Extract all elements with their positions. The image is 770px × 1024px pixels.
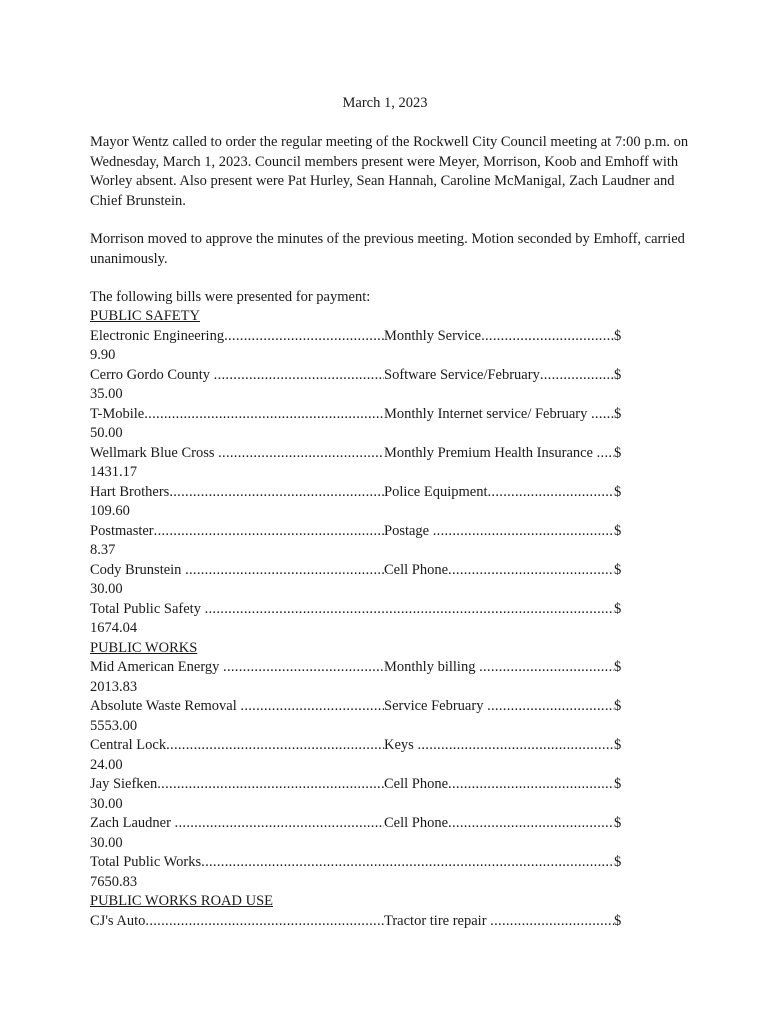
- bill-vendor: Zach Laudner .....: [90, 814, 384, 834]
- bill-row: [90, 697, 630, 717]
- bill-amount: 50.00: [90, 425, 123, 441]
- bill-vendor: Jay Siefken .....: [90, 775, 384, 795]
- bill-description: Cell Phone .....: [384, 814, 614, 834]
- currency-symbol: $: [614, 776, 622, 792]
- currency-symbol: $: [614, 522, 622, 539]
- bill-row: [90, 483, 630, 503]
- bill-amount: 5553.00: [90, 717, 138, 734]
- bill-vendor: CJ's Auto .....: [90, 912, 384, 932]
- currency-symbol: $: [614, 561, 622, 578]
- bill-description: Monthly billing .....: [384, 658, 614, 678]
- currency-symbol: $: [614, 912, 622, 929]
- bill-description: Monthly Premium Health Insurance .....: [384, 444, 614, 464]
- total-amount: 7650.83: [90, 873, 138, 890]
- total-row-public-safety: [90, 600, 630, 620]
- bill-amount: 1431.17: [90, 464, 138, 480]
- bill-amount: 9.90: [90, 347, 116, 363]
- section-heading-public-works-road-use: PUBLIC WORKS ROAD USE: [90, 893, 274, 909]
- total-row-public-works: [90, 853, 630, 873]
- bill-description: Cell Phone .....: [384, 775, 614, 795]
- bill-vendor: Absolute Waste Removal .....: [90, 697, 384, 717]
- bill-vendor: Hart Brothers .....: [90, 483, 384, 503]
- total-label: Total Public Works .....: [90, 853, 614, 873]
- bill-amount: 24.00: [90, 756, 123, 773]
- bill-vendor: Central Lock .....: [90, 736, 384, 756]
- total-label: Total Public Safety .....: [90, 600, 614, 620]
- bill-row: [90, 658, 630, 678]
- bill-description: Police Equipment .....: [384, 483, 614, 503]
- bill-vendor: Postmaster .....: [90, 522, 384, 542]
- bills-intro: The following bills were presented for payment:: [90, 289, 371, 305]
- bill-amount: 35.00: [90, 386, 123, 402]
- bill-row: [90, 522, 630, 542]
- bill-row: [90, 775, 630, 795]
- bill-row: [90, 912, 630, 932]
- currency-symbol: $: [614, 854, 622, 870]
- section-heading-public-safety: PUBLIC SAFETY: [90, 308, 200, 324]
- section-heading-public-works: PUBLIC WORKS: [90, 639, 198, 656]
- currency-symbol: $: [614, 405, 622, 422]
- bill-description: Keys .....: [384, 736, 614, 756]
- bill-row: [90, 814, 630, 834]
- bill-description: Postage .....: [384, 522, 614, 542]
- total-amount: 1674.04: [90, 620, 138, 636]
- bill-vendor: Cerro Gordo County .....: [90, 366, 384, 386]
- bill-vendor: Electronic Engineering .....: [90, 327, 384, 347]
- currency-symbol: $: [614, 483, 622, 500]
- bill-amount: 2013.83: [90, 678, 138, 695]
- bill-row: [90, 366, 630, 386]
- bill-amount: 30.00: [90, 834, 123, 851]
- currency-symbol: $: [614, 366, 622, 383]
- bill-vendor: T-Mobile .....: [90, 405, 384, 425]
- bill-row: [90, 327, 630, 347]
- bill-description: Software Service/February .....: [384, 366, 614, 386]
- bill-vendor: Mid American Energy .....: [90, 658, 384, 678]
- bill-amount: 30.00: [90, 795, 123, 812]
- bill-description: Service February .....: [384, 697, 614, 717]
- currency-symbol: $: [614, 737, 622, 753]
- bill-amount: 30.00: [90, 581, 123, 597]
- currency-symbol: $: [614, 327, 622, 344]
- bill-row: [90, 405, 630, 425]
- minutes-motion-paragraph: Morrison moved to approve the minutes of the previous meeting. Motion seconded by Emhoff, carried unanimously.: [90, 231, 685, 267]
- bill-description: Monthly Internet service/ February .....: [384, 405, 614, 425]
- currency-symbol: $: [614, 659, 622, 675]
- currency-symbol: $: [614, 698, 622, 714]
- meeting-date: March 1, 2023: [342, 95, 428, 111]
- bill-amount: 8.37: [90, 542, 116, 558]
- bill-amount: 109.60: [90, 503, 130, 519]
- currency-symbol: $: [614, 600, 622, 617]
- bill-vendor: Cody Brunstein .....: [90, 561, 384, 581]
- bill-row: [90, 736, 630, 756]
- currency-symbol: $: [614, 815, 622, 831]
- bill-description: Cell Phone .....: [384, 561, 614, 581]
- bill-row: [90, 444, 630, 464]
- bills-list: [90, 307, 630, 931]
- bill-description: Tractor tire repair .....: [384, 912, 614, 932]
- bill-vendor: Wellmark Blue Cross .....: [90, 444, 384, 464]
- bill-description: Monthly Service .....: [384, 327, 614, 347]
- currency-symbol: $: [614, 444, 622, 461]
- bill-row: [90, 561, 630, 581]
- call-to-order-paragraph: Mayor Wentz called to order the regular meeting of the Rockwell City Council meeting at 7:00 p.m. on Wednesday, March 1, 2023. Council members present were Meyer, Morrison, Koob and Emhoff with Worley absent. Also present were Pat Hurley, Sean Hannah, Caroline McManigal, Zach Laudner and Chief Brunstein.: [90, 134, 689, 209]
